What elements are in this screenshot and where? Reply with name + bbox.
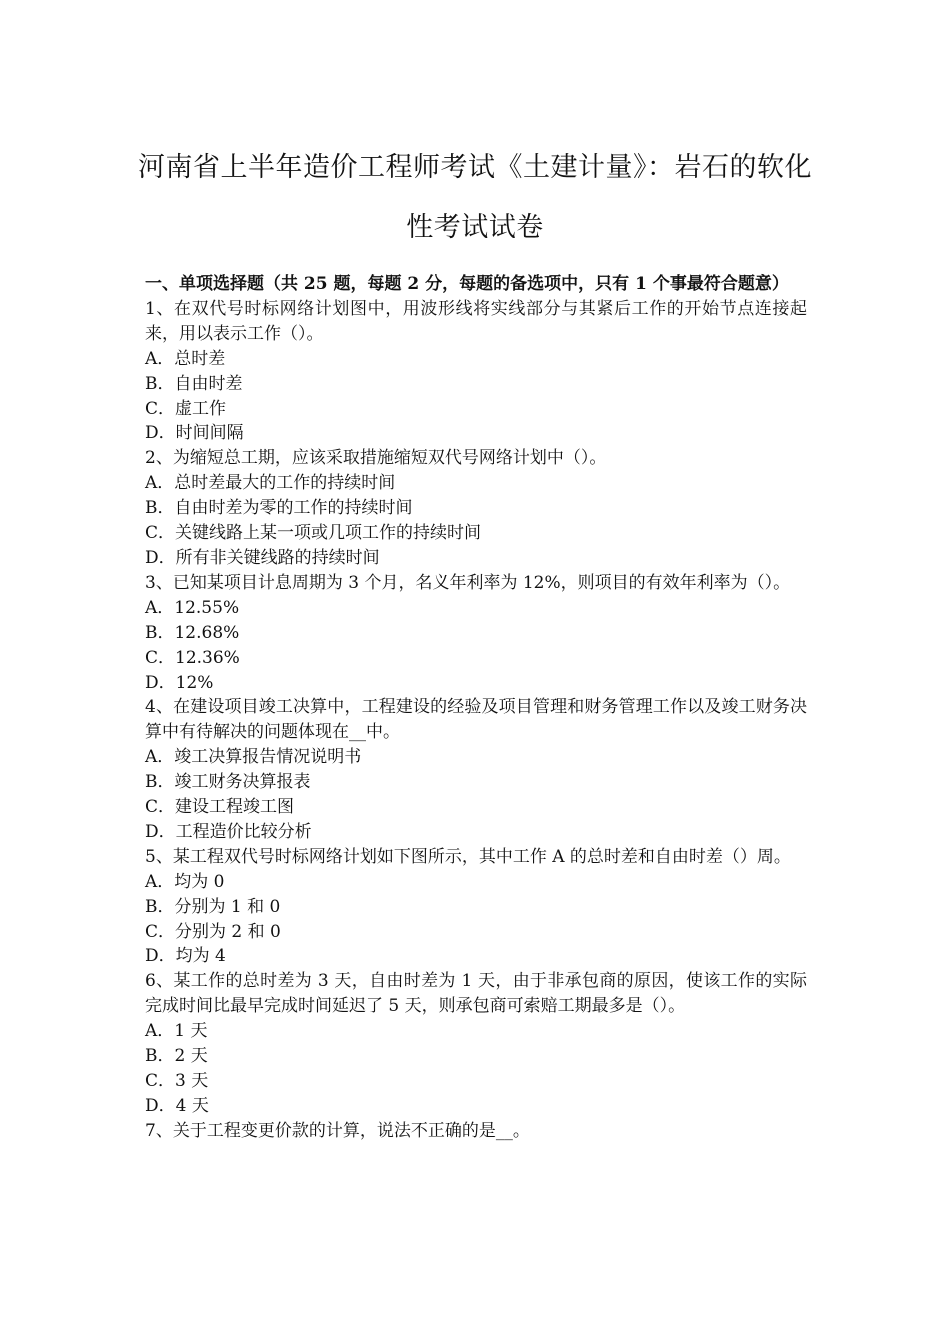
title-line-1: 河南省上半年造价工程师考试《土建计量》：岩石的软化: [138, 152, 812, 183]
question-text: 3、已知某项目计息周期为 3 个月，名义年利率为 12%，则项目的有效年利率为（）。: [145, 572, 791, 593]
option-a: A．12.55%: [145, 597, 240, 618]
title-line-2: 性考试试卷: [406, 212, 544, 243]
option-d: D．时间间隔: [145, 423, 244, 444]
question-4: [145, 695, 807, 844]
option-b: B．竣工财务决算报表: [145, 772, 311, 793]
option-d: D．均为 4: [145, 946, 226, 967]
option-d: D．12%: [145, 672, 214, 693]
document-body: [145, 272, 807, 1144]
option-d: D．4 天: [145, 1095, 209, 1116]
option-a: A．竣工决算报告情况说明书: [145, 747, 362, 768]
question-6: [145, 969, 807, 1118]
question-text: 4、在建设项目竣工决算中，工程建设的经验及项目管理和财务管理工作以及竣工财务决算中有待解决的问题体现在__中。: [145, 697, 807, 743]
option-d: D．所有非关键线路的持续时间: [145, 547, 380, 568]
option-c: C．关键线路上某一项或几项工作的持续时间: [145, 523, 482, 544]
question-text: 2、为缩短总工期，应该采取措施缩短双代号网络计划中（）。: [145, 448, 607, 469]
option-c: C．3 天: [145, 1071, 209, 1091]
question-text: 7、关于工程变更价款的计算，说法不正确的是__。: [145, 1120, 530, 1141]
question-text: 1、在双代号时标网络计划图中，用波形线将实线部分与其紧后工作的开始节点连接起来，用以表示工作（）。: [145, 298, 807, 344]
question-text: 5、某工程双代号时标网络计划如下图所示，其中工作 A 的总时差和自由时差（）周。: [145, 846, 791, 867]
option-b: B．自由时差: [145, 373, 243, 394]
option-a: A．总时差最大的工作的持续时间: [145, 473, 396, 494]
option-c: C．12.36%: [145, 647, 240, 668]
question-1: [145, 297, 807, 446]
option-a: A．1 天: [145, 1021, 208, 1042]
question-7: [145, 1119, 807, 1144]
document-title: [130, 138, 820, 258]
option-c: C．虚工作: [145, 398, 227, 419]
question-text: 6、某工作的总时差为 3 天，自由时差为 1 天，由于非承包商的原因，使该工作的实际完成时间比最早完成时间延迟了 5 天，则承包商可索赔工期最多是（）。: [145, 971, 807, 1017]
option-b: B．12.68%: [145, 622, 240, 643]
option-a: A．均为 0: [145, 871, 225, 892]
option-c: C．分别为 2 和 0: [145, 921, 281, 942]
question-3: [145, 571, 807, 696]
option-c: C．建设工程竣工图: [145, 797, 295, 818]
question-5: [145, 845, 807, 970]
option-a: A．总时差: [145, 348, 226, 369]
question-2: [145, 446, 807, 571]
option-b: B．自由时差为零的工作的持续时间: [145, 498, 413, 519]
option-b: B．2 天: [145, 1046, 208, 1067]
section-heading: 一、单项选择题（共 25 题，每题 2 分，每题的备选项中，只有 1 个事最符合题意）: [145, 274, 789, 294]
option-d: D．工程造价比较分析: [145, 821, 312, 842]
option-b: B．分别为 1 和 0: [145, 896, 281, 917]
